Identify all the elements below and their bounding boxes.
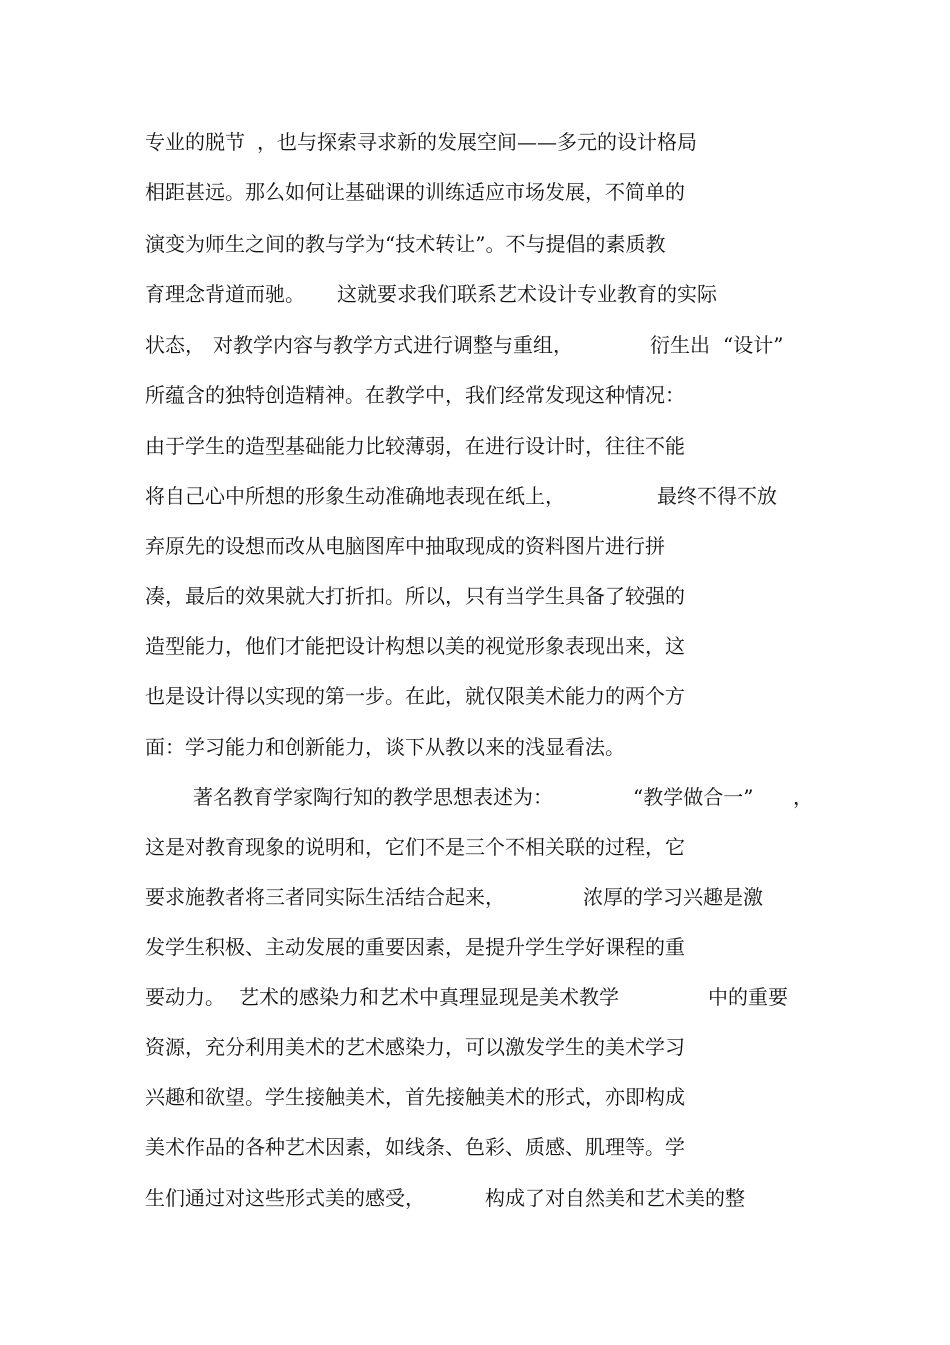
text-line (145, 333, 784, 357)
text-segment: 相距甚远。那么如何让基础课的训练适应市场发展，不简单的 (145, 180, 685, 204)
text-line (145, 534, 665, 558)
text-line (145, 835, 685, 859)
text-segment: “设计” (723, 333, 784, 357)
text-line (145, 634, 685, 658)
text-line (145, 434, 685, 458)
text-segment: 这是对教育现象的说明和，它们不是三个不相关联的过程，它 (145, 835, 685, 859)
text-line (145, 130, 697, 154)
text-segment: 演变为师生之间的教与学为“技术转让”。不与提倡的素质教 (145, 232, 666, 256)
text-segment: 衍生出 (650, 333, 710, 357)
text-segment: 著名教育学家陶行知的教学思想表述为： (193, 785, 553, 809)
text-segment: 构成了对自然美和艺术美的整 (485, 1186, 745, 1210)
text-line (145, 985, 788, 1009)
text-line (145, 484, 777, 508)
text-line (145, 180, 685, 204)
text-line (145, 584, 685, 608)
text-segment: “教学做合一” (633, 785, 754, 809)
text-segment: 兴趣和欲望。学生接触美术，首先接触美术的形式，亦即构成 (145, 1085, 685, 1109)
text-segment: 专业的脱节 (145, 130, 245, 154)
text-segment: 最终不得不放 (657, 484, 777, 508)
text-line (145, 735, 625, 759)
text-segment: 美术作品的各种艺术因素，如线条、色彩、质感、肌理等。学 (145, 1135, 685, 1159)
text-segment: 要动力。 (145, 985, 225, 1009)
text-segment: 浓厚的学习兴趣是激 (583, 885, 763, 909)
text-line (145, 785, 813, 809)
text-segment: 这就要求我们联系艺术设计专业教育的实际 (337, 282, 717, 306)
text-segment: 中的重要 (708, 985, 788, 1009)
text-line (145, 1035, 685, 1059)
text-line (145, 885, 763, 909)
text-segment: 育理念背道而驰。 (145, 282, 305, 306)
text-line (145, 684, 685, 708)
text-segment: 艺术的感染力和艺术中真理显现是美术教学 (239, 985, 619, 1009)
text-segment: 资源，充分利用美术的艺术感染力，可以激发学生的美术学习 (145, 1035, 685, 1059)
text-line (145, 935, 685, 959)
text-segment: 状态， (145, 333, 205, 357)
text-line (145, 1085, 685, 1109)
text-segment: 对教学内容与教学方式进行调整与重组， (213, 333, 573, 357)
text-segment: 发学生积极、主动发展的重要因素，是提升学生学好课程的重 (145, 935, 685, 959)
text-line (145, 282, 717, 306)
text-segment: 也是设计得以实现的第一步。在此，就仅限美术能力的两个方 (145, 684, 685, 708)
text-line (145, 1186, 745, 1210)
text-segment: 凑，最后的效果就大打折扣。所以，只有当学生具备了较强的 (145, 584, 685, 608)
text-line (145, 383, 685, 407)
text-segment: 要求施教者将三者同实际生活结合起来， (145, 885, 505, 909)
text-segment: 弃原先的设想而改从电脑图库中抽取现成的资料图片进行拼 (145, 534, 665, 558)
text-line (145, 1135, 685, 1159)
text-segment: ，也与探索寻求新的发展空间——多元的设计格局 (257, 130, 697, 154)
text-segment: 将自己心中所想的形象生动准确地表现在纸上， (145, 484, 565, 508)
text-segment: 面：学习能力和创新能力，谈下从教以来的浅显看法。 (145, 735, 625, 759)
text-line (145, 232, 666, 256)
text-segment: 由于学生的造型基础能力比较薄弱，在进行设计时，往往不能 (145, 434, 685, 458)
text-segment: 造型能力，他们才能把设计构想以美的视觉形象表现出来，这 (145, 634, 685, 658)
text-segment: 所蕴含的独特创造精神。在教学中，我们经常发现这种情况： (145, 383, 685, 407)
text-segment: ， (793, 785, 813, 809)
text-segment: 生们通过对这些形式美的感受， (145, 1186, 425, 1210)
